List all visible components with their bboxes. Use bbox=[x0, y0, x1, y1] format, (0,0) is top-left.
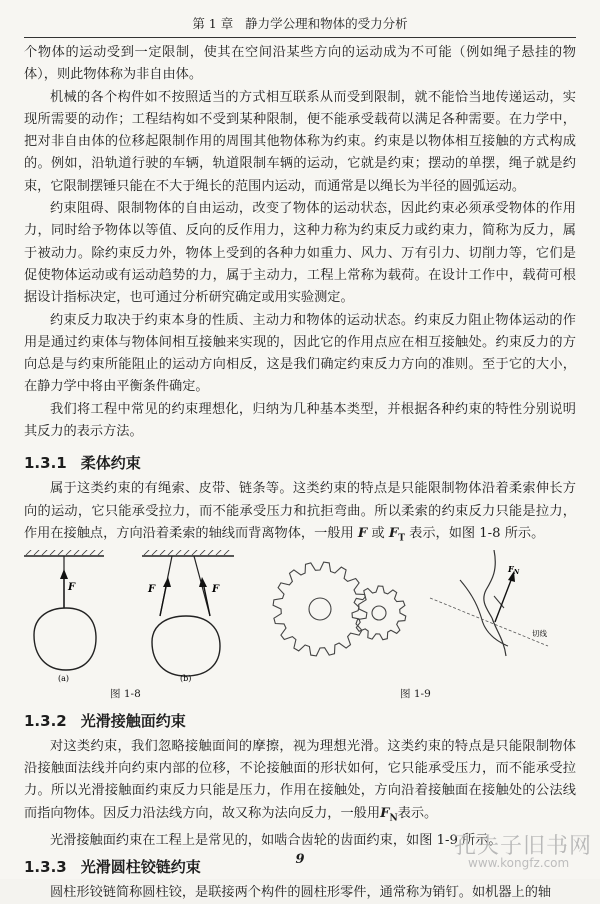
paragraph-basic-types: 我们将工程中常见的约束理想化，归纳为几种基本类型，并根据各种约束的特性分别说明其反力的表示方法。 bbox=[24, 401, 576, 440]
caption-figure-1-9: 图 1-9 bbox=[400, 687, 431, 700]
text-run: 表示，如图 1-8 所示。 bbox=[409, 525, 545, 541]
section-number: 1.3.1 bbox=[24, 454, 67, 473]
paragraph-constraint-definition: 机械的各个构件如不按照适当的方式相互联系从而受到限制，就不能恰当地传递运动，实现所需要的动作；工程结构如不受到某种限制，便不能承受载荷以满足各种需要。在力学中，把对非自由体的位移起限制作用的周围其他物体称为约束。约束是以物体相互接触的方式构成的。例如，沿轨道行驶的车辆，轨道限制车辆的运动，它就是约束；摆动的单摆，绳子就是约束，它限制摆锤只能在不大于绳长的范围内运动，而通常是以绳长为半径的圆弧运动。 bbox=[24, 89, 576, 194]
label-a: (a) bbox=[58, 673, 70, 683]
force-label-b-left: F bbox=[148, 583, 156, 595]
tangent-label: 切线 bbox=[532, 628, 547, 638]
running-header bbox=[0, 14, 600, 32]
text-run: 或 bbox=[371, 525, 385, 541]
paragraph-cylindrical-hinge: 圆柱形铰链简称圆柱铰，是联接两个构件的圆柱形零件，通常称为销钉。如机器上的轴 bbox=[50, 885, 552, 900]
figures-1-8-1-9 bbox=[24, 550, 576, 686]
header-title: 静力学公理和物体的受力分析 bbox=[245, 16, 408, 31]
section-heading-1-3-1 bbox=[24, 452, 576, 474]
force-label-fn: $F_N$ bbox=[508, 563, 520, 576]
text-run: 表示。 bbox=[397, 805, 438, 821]
figure-captions bbox=[24, 686, 576, 708]
paragraph-constraint-reaction: 约束阻碍、限制物体的自由运动，改变了物体的运动状态，因此约束必须承受物体的作用力，同时给予物体以等值、反向的反作用力，这种力称为约束反力或约束力，简称为反力，属于被动力。除约束反力外，物体上受到的各种力如重力、风力、万有引力、切削力等，它们是促使物体运动或有运动趋势的力，属于主动力，工程上常称为载荷。在设计工作中，载荷可根据设计指标决定，也可通过分析研究确定或用实验测定。 bbox=[24, 201, 576, 306]
figure-1-8b bbox=[142, 550, 234, 683]
header-rule bbox=[24, 37, 576, 38]
section-title: 光滑接触面约束 bbox=[80, 711, 186, 730]
watermark-logo: 孔夫子旧书网 bbox=[454, 834, 593, 859]
label-b: (b) bbox=[180, 673, 192, 683]
symbol-f: F bbox=[357, 525, 368, 541]
watermark-url: www.kongfz.com bbox=[468, 856, 570, 870]
paragraph-continued: 个物体的运动受到一定限制，使其在空间沿某些方向的运动成为不可能（例如绳子悬挂的物体），则此物体称为非自由体。 bbox=[24, 45, 576, 83]
paragraph-flexible-constraint bbox=[24, 478, 576, 550]
paragraph-gear-example: 光滑接触面约束在工程上是常见的，如啮合齿轮的齿面约束，如图 1-9 所示。 bbox=[50, 832, 502, 848]
symbol-fn: F bbox=[380, 805, 390, 821]
symbol-subscript: T bbox=[398, 533, 405, 544]
figure-1-8a bbox=[24, 550, 104, 683]
force-label-b-right: F bbox=[212, 583, 220, 595]
paragraph-smooth-contact bbox=[24, 736, 576, 830]
text-run: 对这类约束，我们忽略接触面间的摩擦，视为理想光滑。这类约束的特点是只能限制物体沿接触面法线并向约束内部的位移，不论接触面的形状如何，它只能承受压力，而不能承受拉力。所以光滑接触面约束反力只能是压力，作用在接触处，方向沿着接触面在接触处的公法线而指向物体。因反力沿法线方向，故又称为法向反力，一般用 bbox=[24, 738, 576, 821]
symbol-ft: F bbox=[388, 525, 399, 541]
page-number: 9 bbox=[295, 852, 305, 867]
figure-1-9-gears bbox=[273, 562, 406, 656]
figure-row bbox=[24, 550, 576, 686]
section-heading-1-3-2 bbox=[24, 710, 576, 732]
text-run: 属于这类约束的有绳索、皮带、链条等。这类约束的特点是只能限制物体沿着柔索伸长方向的运动，它只能承受拉力，而不能承受压力和抗拒弯曲。所以柔索的约束反力只能是拉力，作用在接触点，方向沿着柔索的轴线而背离物体，一般用 bbox=[24, 481, 576, 541]
symbol-subscript: N bbox=[389, 813, 398, 824]
section-title: 光滑圆柱铰链约束 bbox=[80, 858, 201, 876]
paragraph-reaction-direction: 约束反力取决于约束本身的性质、主动力和物体的运动状态。约束反力阻止物体运动的作用是通过约束体与物体间相互接触来实现的，因此它的作用点应在相互接触处。约束反力的方向总是与约束所能阻止的运动方向相反，这是我们确定约束反力方向的准则。至于它的大小，在静力学中将由平衡条件确定。 bbox=[24, 312, 576, 395]
section-number: 1.3.2 bbox=[24, 711, 67, 730]
figure-1-9-tooth-contact bbox=[430, 550, 548, 656]
section-number: 1.3.3 bbox=[24, 858, 67, 876]
section-title: 柔体约束 bbox=[80, 454, 141, 473]
force-label-a: F bbox=[68, 581, 76, 593]
caption-figure-1-8: 图 1-8 bbox=[110, 687, 141, 700]
page-body bbox=[24, 42, 576, 904]
header-chapter: 第 1 章 bbox=[192, 16, 234, 31]
